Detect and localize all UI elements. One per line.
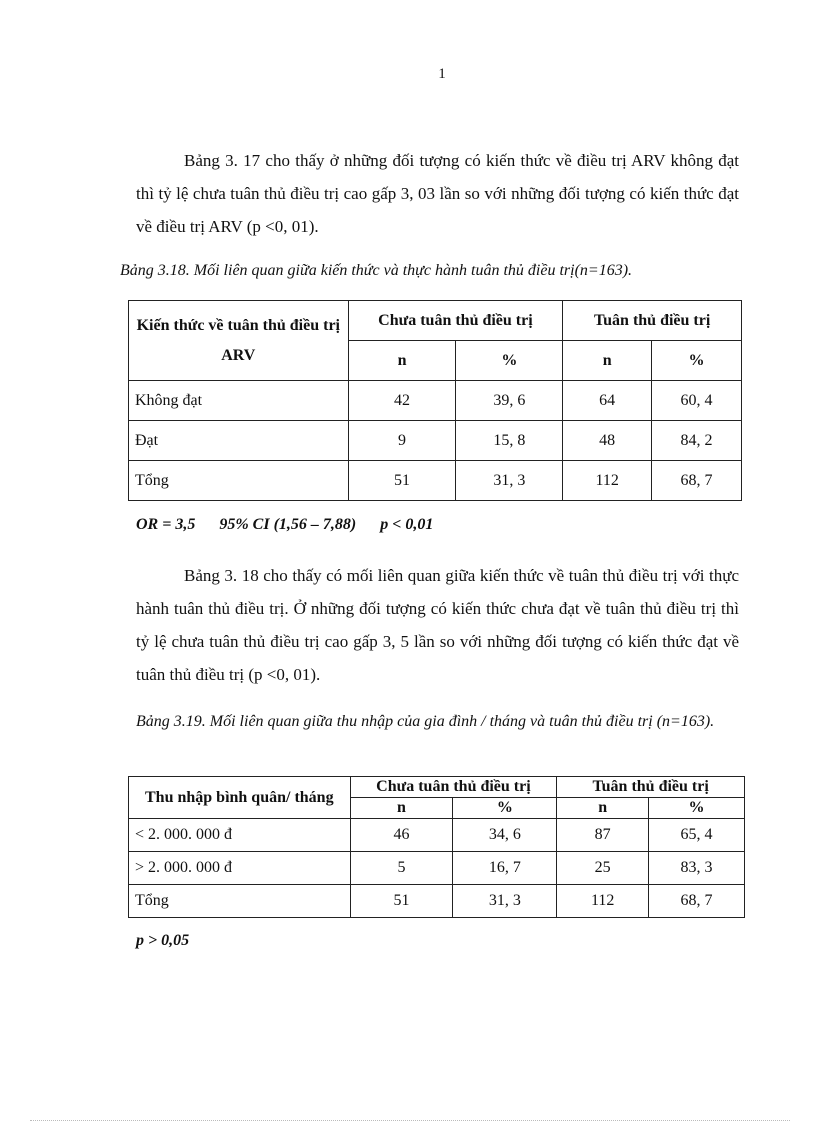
subheader-n: n xyxy=(350,798,453,819)
paragraph-text: Bảng 3. 17 cho thấy ở những đối tượng có kiến thức về điều trị ARV không đạt thì tỷ lệ chưa tuân thủ điều trị cao gấp 3, 03 lần so với những đối tượng có kiến thức đạt về điều trị ARV (p <0, 01). xyxy=(136,151,739,236)
paragraph-text: Bảng 3. 18 cho thấy có mối liên quan giữa kiến thức về tuân thủ điều trị với thực hành tuân thủ điều trị. Ở những đối tượng có kiến thức chưa đạt về tuân thủ điều trị thì tỷ lệ chưa tuân thủ điều trị cao gấp 3, 5 lần so với những đối tượng có kiến thức đạt về tuân thủ điều trị (p <0, 01). xyxy=(136,566,739,684)
cell-n1: 46 xyxy=(350,819,453,852)
row-label: Tổng xyxy=(129,885,351,918)
cell-n2: 112 xyxy=(563,461,652,501)
paragraph-table-3-18-summary xyxy=(136,559,739,691)
column-header-knowledge: Kiến thức về tuân thủ điều trị ARV xyxy=(129,301,349,381)
cell-n1: 42 xyxy=(348,381,456,421)
table-row xyxy=(129,461,742,501)
table-3-18-statistics: OR = 3,5 95% CI (1,56 – 7,88) p < 0,01 xyxy=(136,516,434,533)
cell-p1: 39, 6 xyxy=(456,381,563,421)
row-label: Tổng xyxy=(129,461,349,501)
table-row xyxy=(129,381,742,421)
cell-n1: 51 xyxy=(348,461,456,501)
subheader-n: n xyxy=(563,341,652,381)
table-3-18-caption: Bảng 3.18. Mối liên quan giữa kiến thức và thực hành tuân thủ điều trị(n=163). xyxy=(120,262,633,279)
cell-n2: 64 xyxy=(563,381,652,421)
cell-n2: 48 xyxy=(563,421,652,461)
subheader-n: n xyxy=(348,341,456,381)
cell-p2: 65, 4 xyxy=(649,819,745,852)
cell-n1: 9 xyxy=(348,421,456,461)
cell-p1: 34, 6 xyxy=(453,819,557,852)
row-label: Không đạt xyxy=(129,381,349,421)
column-group-adherent: Tuân thủ điều trị xyxy=(563,301,742,341)
cell-p2: 68, 7 xyxy=(652,461,742,501)
subheader-percent: % xyxy=(652,341,742,381)
cell-n2: 25 xyxy=(557,852,649,885)
table-3-18 xyxy=(128,300,742,501)
cell-p1: 31, 3 xyxy=(456,461,563,501)
table-header-row xyxy=(129,777,745,798)
cell-p1: 16, 7 xyxy=(453,852,557,885)
subheader-percent: % xyxy=(456,341,563,381)
table-3-19-statistics: p > 0,05 xyxy=(136,932,190,949)
table-row xyxy=(129,819,745,852)
table-row xyxy=(129,852,745,885)
page-bottom-rule xyxy=(30,1120,790,1121)
cell-n2: 87 xyxy=(557,819,649,852)
table-row xyxy=(129,885,745,918)
row-label: Đạt xyxy=(129,421,349,461)
page-number: 1 xyxy=(438,66,446,82)
column-group-non-adherent: Chưa tuân thủ điều trị xyxy=(348,301,563,341)
cell-p2: 83, 3 xyxy=(649,852,745,885)
row-label: < 2. 000. 000 đ xyxy=(129,819,351,852)
paragraph-table-3-17-summary xyxy=(136,144,739,243)
row-label: > 2. 000. 000 đ xyxy=(129,852,351,885)
table-3-19-caption: Bảng 3.19. Mối liên quan giữa thu nhập của gia đình / tháng và tuân thủ điều trị (n=163). xyxy=(136,713,715,730)
table-row xyxy=(129,421,742,461)
cell-p2: 60, 4 xyxy=(652,381,742,421)
cell-n1: 5 xyxy=(350,852,453,885)
cell-p2: 84, 2 xyxy=(652,421,742,461)
cell-n1: 51 xyxy=(350,885,453,918)
cell-p1: 15, 8 xyxy=(456,421,563,461)
subheader-percent: % xyxy=(649,798,745,819)
table-header-row xyxy=(129,301,742,341)
column-group-adherent: Tuân thủ điều trị xyxy=(557,777,745,798)
column-header-income: Thu nhập bình quân/ tháng xyxy=(129,777,351,819)
table-3-19 xyxy=(128,776,745,918)
cell-n2: 112 xyxy=(557,885,649,918)
column-group-non-adherent: Chưa tuân thủ điều trị xyxy=(350,777,557,798)
subheader-n: n xyxy=(557,798,649,819)
subheader-percent: % xyxy=(453,798,557,819)
cell-p2: 68, 7 xyxy=(649,885,745,918)
cell-p1: 31, 3 xyxy=(453,885,557,918)
